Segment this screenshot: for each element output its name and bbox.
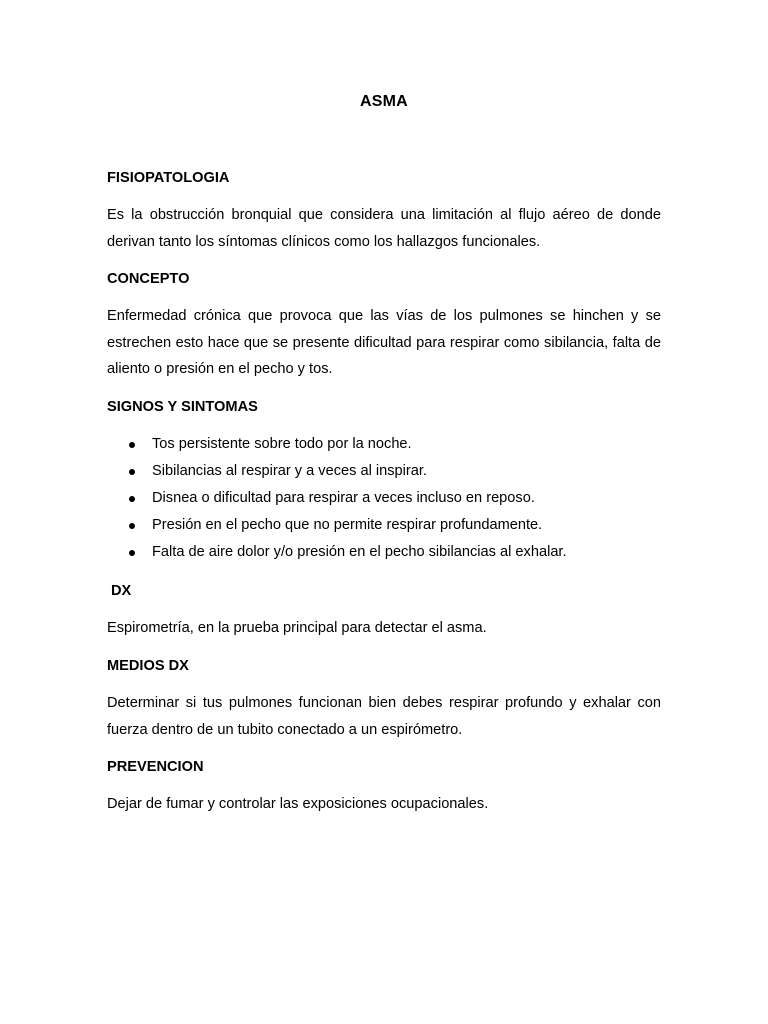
bullet-icon bbox=[129, 523, 135, 529]
document-title: ASMA bbox=[360, 93, 408, 110]
section-text-fisiopatologia: Es la obstrucción bronquial que considera una limitación al flujo aéreo de donde derivan tanto los síntomas clínicos como los hallazgos funcionales. bbox=[107, 207, 661, 250]
symptoms-list bbox=[107, 431, 661, 566]
list-item bbox=[107, 539, 661, 566]
bullet-icon bbox=[129, 469, 135, 475]
list-item-text: Disnea o dificultad para respirar a veces incluso en reposo. bbox=[152, 489, 535, 506]
bullet-icon bbox=[129, 442, 135, 448]
section-text-concepto: Enfermedad crónica que provoca que las vías de los pulmones se hinchen y se estrechen esto hace que se presente dificultad para respirar como sibilancia, falta de aliento o presión en el pecho y tos. bbox=[107, 308, 661, 377]
list-item-text: Sibilancias al respirar y a veces al inspirar. bbox=[152, 462, 427, 479]
section-heading-concepto: CONCEPTO bbox=[107, 271, 190, 287]
section-heading-prevencion: PREVENCION bbox=[107, 759, 204, 775]
section-heading-medios-dx: MEDIOS DX bbox=[107, 658, 189, 674]
section-text-prevencion: Dejar de fumar y controlar las exposiciones ocupacionales. bbox=[107, 796, 489, 812]
list-item-text: Presión en el pecho que no permite respirar profundamente. bbox=[152, 516, 543, 533]
list-item bbox=[107, 458, 661, 485]
section-text-dx: Espirometría, en la prueba principal para detectar el asma. bbox=[107, 619, 487, 636]
list-item bbox=[107, 512, 661, 539]
document-body bbox=[107, 168, 661, 833]
list-item-text: Tos persistente sobre todo por la noche. bbox=[152, 435, 412, 452]
section-heading-fisiopatologia: FISIOPATOLOGIA bbox=[107, 170, 230, 186]
section-text-medios-dx: Determinar si tus pulmones funcionan bien debes respirar profundo y exhalar con fuerza dentro de un tubito conectado a un espirómetro. bbox=[107, 695, 661, 738]
section-heading-dx: DX bbox=[111, 582, 132, 599]
section-heading-signos-y-sintomas: SIGNOS Y SINTOMAS bbox=[107, 398, 258, 415]
bullet-icon bbox=[129, 550, 135, 556]
list-item bbox=[107, 485, 661, 512]
list-item bbox=[107, 431, 661, 458]
list-item-text: Falta de aire dolor y/o presión en el pecho sibilancias al exhalar. bbox=[152, 543, 567, 560]
bullet-icon bbox=[129, 496, 135, 502]
